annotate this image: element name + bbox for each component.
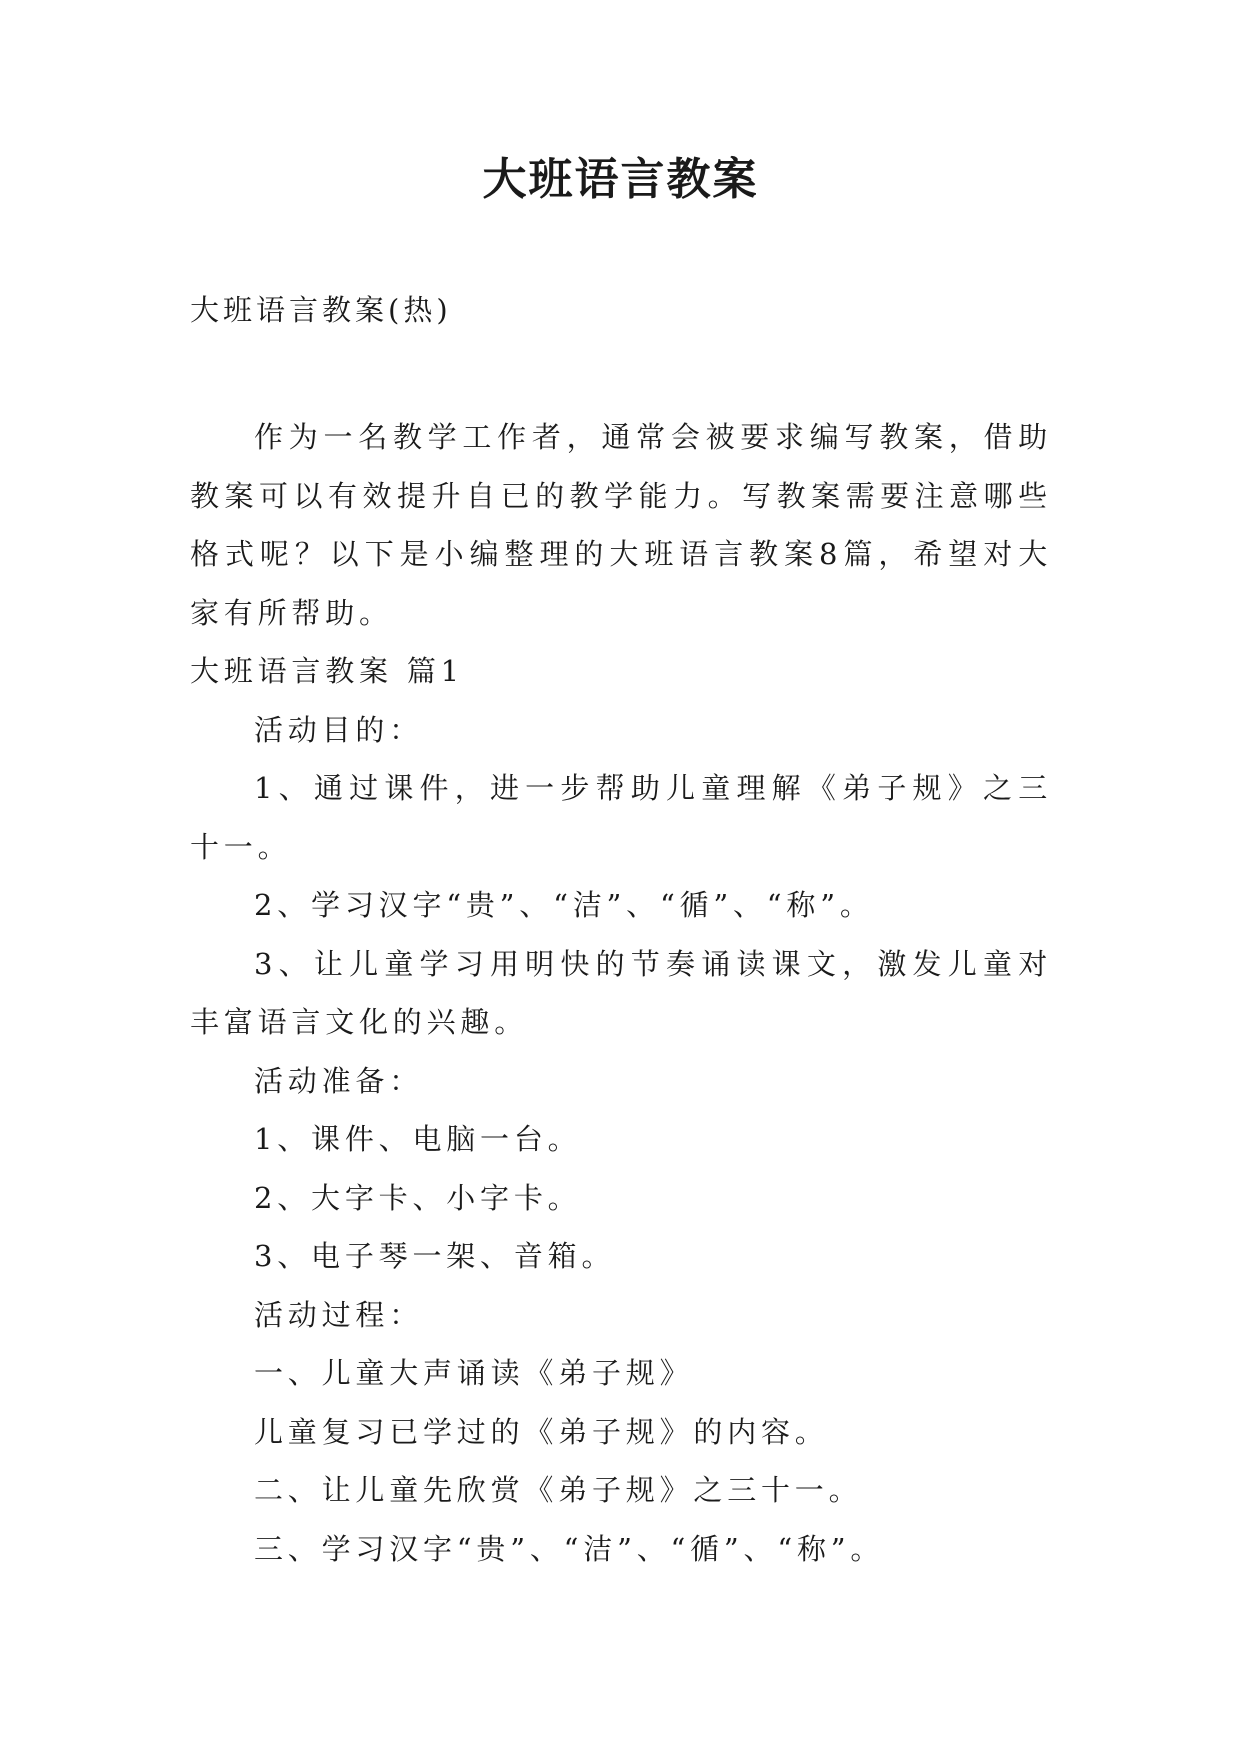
goal-item-1: 1、通过课件，进一步帮助儿童理解《弟子规》之三十一。 xyxy=(190,771,1052,864)
process-step-1: 一、儿童大声诵读《弟子规》 xyxy=(254,1356,694,1390)
process-step-3: 三、学习汉字“贵”、“洁”、“循”、“称”。 xyxy=(254,1531,885,1566)
goal-item-3: 3、让儿童学习用明快的节奏诵读课文，激发儿童对丰富语言文化的兴趣。 xyxy=(190,946,1052,1039)
section-heading: 大班语言教案 篇1 xyxy=(190,654,464,688)
activity-prep-heading: 活动准备： xyxy=(254,1063,424,1098)
document-body xyxy=(190,408,1052,1578)
prep-item-2: 2、大字卡、小字卡。 xyxy=(254,1180,582,1215)
process-step-2: 二、让儿童先欣赏《弟子规》之三十一。 xyxy=(254,1473,863,1507)
intro-paragraph: 作为一名教学工作者，通常会被要求编写教案，借助教案可以有效提升自已的教学能力。写教案需要注意哪些格式呢？以下是小编整理的大班语言教案8篇，希望对大家有所帮助。 xyxy=(190,420,1052,630)
goal-item-2: 2、学习汉字“贵”、“洁”、“循”、“称”。 xyxy=(254,888,874,922)
process-step-1-detail: 儿童复习已学过的《弟子规》的内容。 xyxy=(254,1414,829,1449)
prep-item-3: 3、电子琴一架、音箱。 xyxy=(254,1239,616,1273)
activity-process-heading: 活动过程： xyxy=(254,1297,424,1332)
activity-goal-heading: 活动目的： xyxy=(254,712,424,747)
document-title: 大班语言教案 xyxy=(482,154,759,205)
document-subtitle: 大班语言教案(热) xyxy=(190,293,452,327)
prep-item-1: 1、课件、电脑一台。 xyxy=(254,1122,582,1156)
